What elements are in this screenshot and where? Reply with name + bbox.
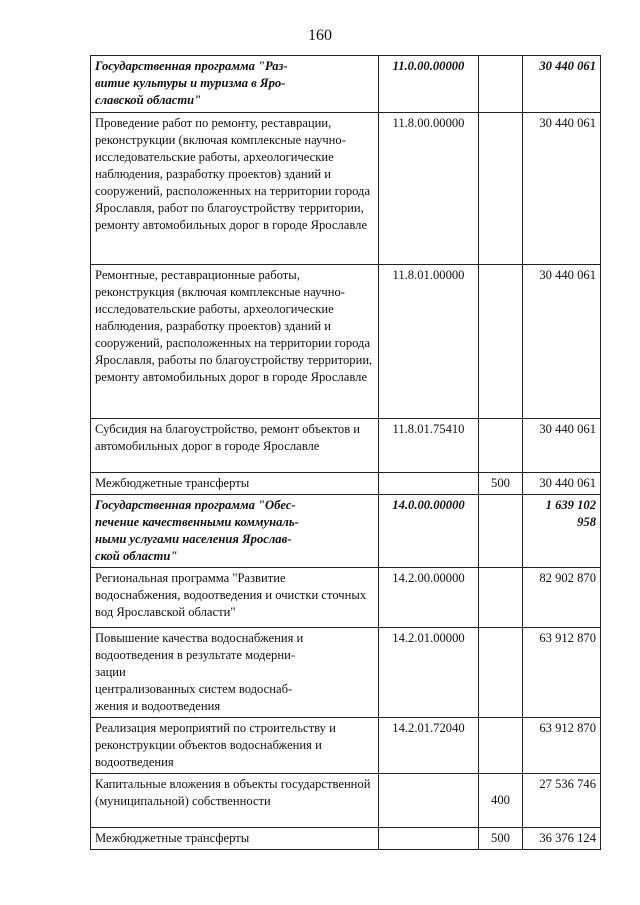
row-expense-type: 500	[479, 473, 523, 495]
row-name: Межбюджетные трансферты	[91, 828, 379, 850]
row-amount: 82 902 870	[523, 568, 601, 628]
row-name: Ремонтные, реставрационные работы, реконструкция (включая комплексные научно-исследовательские работы, археологические наблюдения, разработку проектов) зданий и сооружений, расположенных на территории города Ярославля, работы по благоустройству территории, ремонту автомобильных дорог в городе Ярославле	[91, 265, 379, 419]
row-expense-type: 400	[479, 774, 523, 828]
row-name: Государственная программа "Обес- печение качественными коммуналь- ными услугами населения Ярослав- ской области"	[91, 495, 379, 568]
row-amount: 63 912 870	[523, 718, 601, 774]
row-name: Межбюджетные трансферты	[91, 473, 379, 495]
page-number: 160	[308, 27, 332, 44]
table-row	[91, 568, 601, 628]
row-amount: 63 912 870	[523, 628, 601, 718]
row-amount: 30 440 061	[523, 265, 601, 419]
budget-table	[90, 55, 601, 850]
row-expense-type	[479, 56, 523, 113]
row-code: 14.2.01.00000	[379, 628, 479, 718]
row-amount: 1 639 102 958	[523, 495, 601, 568]
row-code: 11.8.01.75410	[379, 419, 479, 473]
row-amount: 27 536 746	[523, 774, 601, 828]
row-expense-type	[479, 419, 523, 473]
row-amount: 30 440 061	[523, 473, 601, 495]
row-name: Проведение работ по ремонту, реставрации, реконструкции (включая комплексные научно-исследовательские работы, археологические наблюдения, разработку проектов) зданий и сооружений, расположенных на территории города Ярославля, работ по благоустройству территории, ремонту автомобильных дорог в городе Ярославле	[91, 113, 379, 265]
row-code: 14.2.01.72040	[379, 718, 479, 774]
row-expense-type	[479, 718, 523, 774]
table-row	[91, 718, 601, 774]
row-code	[379, 828, 479, 850]
table-row	[91, 828, 601, 850]
row-amount: 30 440 061	[523, 113, 601, 265]
table-row	[91, 628, 601, 718]
table-row	[91, 473, 601, 495]
row-name: Повышение качества водоснабжения и водоотведения в результате модерни- зации централизованных систем водоснаб- жения и водоотведения	[91, 628, 379, 718]
row-amount: 30 440 061	[523, 56, 601, 113]
row-name: Реализация мероприятий по строительству и реконструкции объектов водоснабжения и водоотведения	[91, 718, 379, 774]
row-expense-type	[479, 113, 523, 265]
row-amount: 36 376 124	[523, 828, 601, 850]
budget-table-body	[91, 56, 601, 850]
table-row	[91, 419, 601, 473]
row-expense-type	[479, 628, 523, 718]
table-row	[91, 495, 601, 568]
row-name: Субсидия на благоустройство, ремонт объектов и автомобильных дорог в городе Ярославле	[91, 419, 379, 473]
row-expense-type	[479, 495, 523, 568]
row-expense-type	[479, 568, 523, 628]
table-row	[91, 265, 601, 419]
row-code	[379, 473, 479, 495]
table-row	[91, 56, 601, 113]
row-name: Капитальные вложения в объекты государственной (муниципальной) собственности	[91, 774, 379, 828]
row-code: 11.0.00.00000	[379, 56, 479, 113]
table-row	[91, 774, 601, 828]
row-name: Государственная программа "Раз- витие культуры и туризма в Яро- славской области"	[91, 56, 379, 113]
row-expense-type	[479, 265, 523, 419]
row-amount: 30 440 061	[523, 419, 601, 473]
row-expense-type: 500	[479, 828, 523, 850]
row-code: 11.8.00.00000	[379, 113, 479, 265]
row-code: 14.2.00.00000	[379, 568, 479, 628]
row-code	[379, 774, 479, 828]
row-code: 14.0.00.00000	[379, 495, 479, 568]
table-row	[91, 113, 601, 265]
row-code: 11.8.01.00000	[379, 265, 479, 419]
row-name: Региональная программа "Развитие водоснабжения, водоотведения и очистки сточных вод Ярославской области"	[91, 568, 379, 628]
